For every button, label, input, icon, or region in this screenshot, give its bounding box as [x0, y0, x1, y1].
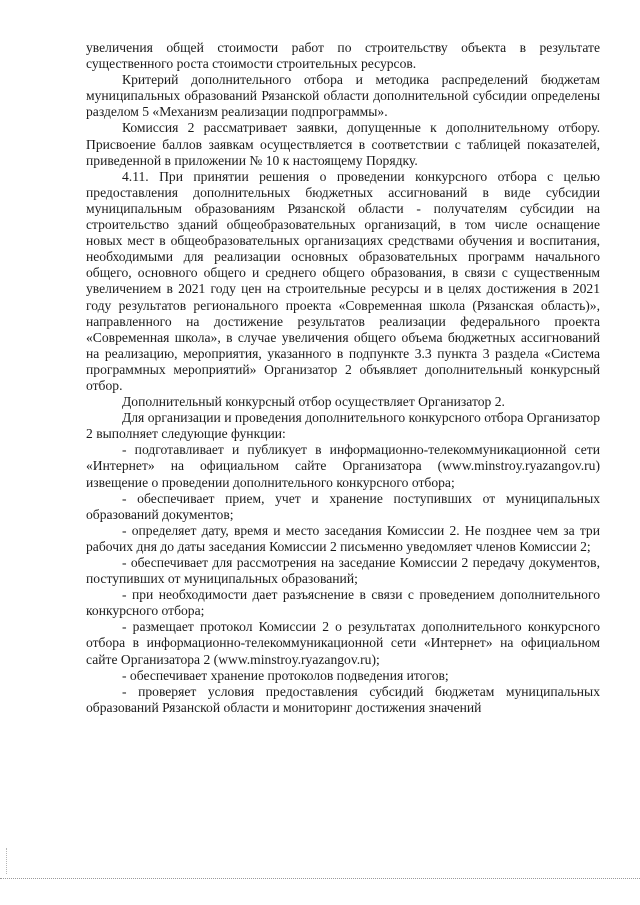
paragraph-commission-review: Комиссия 2 рассматривает заявки, допущенные к дополнительному отбору. Присвоение баллов заявкам осуществляется в соответствии с таблицей показателей, приведенной в приложении № 10 к настоящему Порядку.: [86, 120, 600, 168]
list-item-check-conditions: - проверяет условия предоставления субсидий бюджетам муниципальных образований Рязанской области и мониторинг достижения значений: [86, 683, 600, 715]
scan-bottom-edge: [0, 878, 640, 879]
paragraph-continuation: увеличения общей стоимости работ по строительству объекта в результате существенного роста стоимости строительных ресурсов.: [86, 40, 600, 72]
paragraph-functions-intro: Для организации и проведения дополнительного конкурсного отбора Организатор 2 выполняет следующие функции:: [86, 410, 600, 442]
list-item-transfer-documents: - обеспечивает для рассмотрения на заседание Комиссии 2 передачу документов, поступивших от муниципальных образований;: [86, 555, 600, 587]
list-item-receive-documents: - обеспечивает прием, учет и хранение поступивших от муниципальных образований документов;: [86, 490, 600, 522]
list-item-clarification: - при необходимости дает разъяснение в связи с проведением дополнительного конкурсного отбора;: [86, 587, 600, 619]
paragraph-criteria: Критерий дополнительного отбора и методика распределений бюджетам муниципальных образований Рязанской области дополнительной субсидии определены разделом 5 «Механизм реализации подпрограммы».: [86, 72, 600, 120]
list-item-meeting-date: - определяет дату, время и место заседания Комиссии 2. Не позднее чем за три рабочих дня до даты заседания Комиссии 2 письменно уведомляет членов Комиссии 2;: [86, 522, 600, 554]
list-item-publish-notice: - подготавливает и публикует в информационно-телекоммуникационной сети «Интернет» на официальном сайте Организатора (www.minstroy.ryazangov.ru) извещение о проведении дополнительного конкурсного отбора;: [86, 442, 600, 490]
paragraph-organizer: Дополнительный конкурсный отбор осуществляет Организатор 2.: [122, 394, 505, 410]
list-item-publish-protocol: - размещает протокол Комиссии 2 о результатах дополнительного конкурсного отбора в информационно-телекоммуникационной сети «Интернет» на официальном сайте Организатора 2 (www.minstroy.ryazangov.ru);: [86, 619, 600, 667]
paragraph-section-4-11: 4.11. При принятии решения о проведении конкурсного отбора с целью предоставления дополнительных бюджетных ассигнований в виде субсидии муниципальным образованиям Рязанской области - получателям субсидии на строительство зданий общеобразовательных организаций, в том числе оснащение новых мест в общеобразовательных организациях средствами обучения и воспитания, необходимыми для реализации основных образовательных программ начального общего, основного общего и среднего общего образования, в связи с существенным увеличением в 2021 году цен на строительные ресурсы и в целях достижения в 2021 году результатов регионального проекта «Современная школа (Рязанская область)», направленного на достижение результатов реализации федерального проекта «Современная школа», в случае увеличения общего объема бюджетных ассигнований на реализацию, мероприятия, указанного в подпункте 3.3 пункта 3 раздела «Система программных мероприятий» Организатор 2 объявляет дополнительный конкурсный отбор.: [86, 168, 600, 393]
list-item-store-protocols: - обеспечивает хранение протоколов подведения итогов;: [122, 667, 449, 683]
document-body: [86, 40, 600, 716]
scan-margin-mark: [6, 848, 9, 874]
